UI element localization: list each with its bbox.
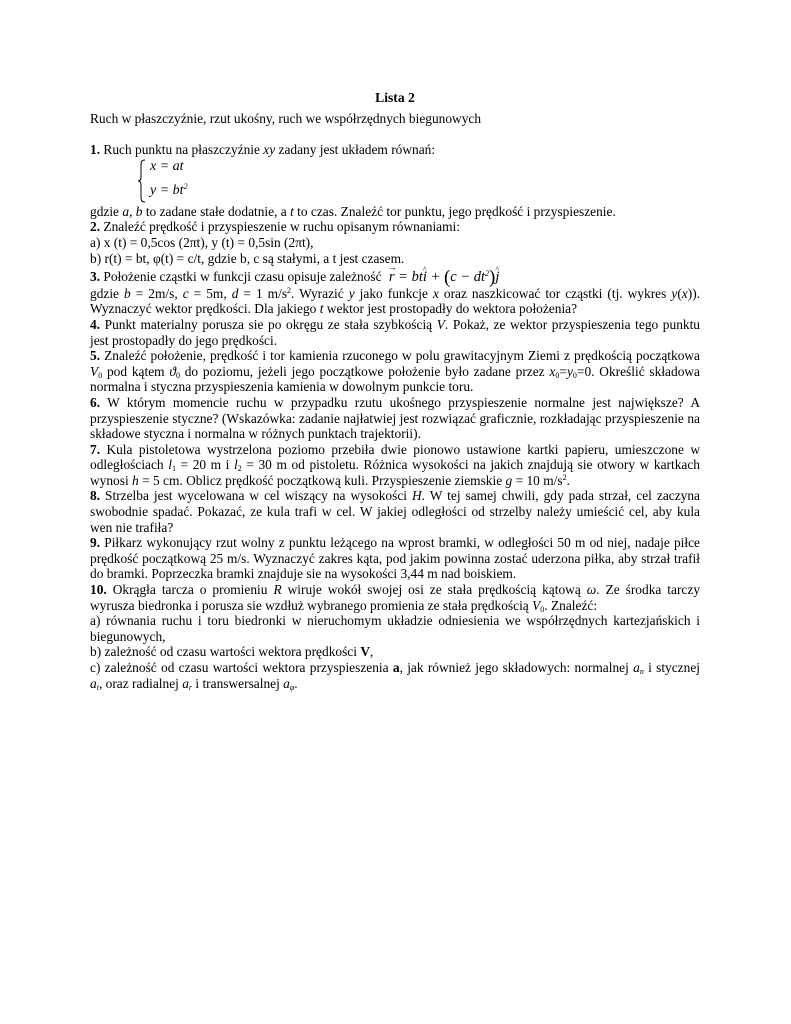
page-subtitle: Ruch w płaszczyźnie, rzut ukośny, ruch we współrzędnych biegunowych (90, 110, 482, 126)
problem-number: 7. (90, 441, 101, 457)
problem-number: 8. (90, 488, 101, 504)
problem-2: 2. Znaleźć prędkość i przyspieszenie w ruchu opisanym równaniami: (90, 219, 460, 235)
problem-1: 1. Ruch punktu na płaszczyźnie xy zadany jest układem równań: (90, 142, 436, 158)
problem-3: 3. Położenie cząstki w funkcji czasu opisuje zależność → r = bt^ $i + (c - dt^2)\^{}$ j (90, 269, 700, 286)
position-formula: → r = bt^ $i + (c - dt^2)\^{}$ j (389, 270, 500, 286)
equation-x: x = at (150, 158, 184, 174)
equation-y: $y = bt^2$ (150, 181, 188, 198)
document-page (90, 90, 700, 691)
problem-6: 6. W którym momencie ruchu w przypadku rzutu ukośnego przyspieszenie normalne jest największe? A przyspieszenie styczne? (Wskazówka: zadanie najłatwiej jest rozwiązać graficznie, rozkładając przyspieszenie na składowe styczna i normalna w różnych punktach trajektorii). (90, 394, 700, 442)
page-title: Lista 2 (375, 90, 415, 105)
problem-4: 4. Punkt materialny porusza sie po okręgu ze stała szybkością V. Pokaż, ze wektor przyspieszenia tego punktu jest prostopadły do jego prędkości. (90, 316, 700, 348)
problem-10: 10. Okrągła tarcza o promieniu R wiruje wokół swojej osi ze stała prędkością kątową ω. Ze środka tarczy wyrusza biedronka i porusza sie wzdłuż wybranego promienia ze stała prędkością $V_0$. Znaleźć: (90, 582, 701, 614)
problem-number: 1. (90, 142, 101, 158)
problem-2-b: b) r(t) = bt, φ(t) = c/t, gdzie b, c są stałymi, a t jest czasem. (90, 250, 405, 266)
curly-brace-icon (137, 159, 146, 203)
problem-number: 3. (90, 269, 101, 285)
problem-10-b: b) zależność od czasu wartości wektora prędkości V, (90, 644, 374, 660)
problem-number: 9. (90, 535, 101, 551)
problem-2-a: a) x (t) = 0,5cos (2πt), y (t) = 0,5sin (2πt), (90, 234, 314, 250)
problem-number: 5. (90, 348, 101, 364)
problem-10-a: a) równania ruchu i toru biedronki w nieruchomym układzie odniesienia we współrzędnych kartezjańskich i biegunowych, (90, 613, 700, 644)
problem-9: 9. Piłkarz wykonujący rzut wolny z punktu leżącego na wprost bramki, w odległości 50 m od niej, nadaje piłce prędkość początkową 25 m/s. Wyznaczyć zakres kąta, pod jakim powinna zostać uderzona piłka, aby strzał trafił do bramki. Poprzeczka bramki znajduje sie na wysokości 3,44 m nad boiskiem. (90, 535, 700, 582)
problem-number: 2. (90, 219, 101, 235)
problem-number: 10. (90, 582, 107, 598)
problem-7: 7. Kula pistoletowa wystrzelona poziomo przebiła dwie pionowo ustawione kartki papieru, umieszczone w odległościach $l_1 = 20$ m i $l_2 = 30$ m od pistoletu. Różnica wysokości na jakich znajdują sie otwory w kartkach wynosi h = 5 cm. Oblicz prędkość początkową kuli. Przyspieszenie ziemskie g = 10 $m/s^2$. (90, 441, 700, 488)
problem-5: 5. Znaleźć położenie, prędkość i tor kamienia rzuconego w polu grawitacyjnym Ziemi z prędkością początkowa $V_0$ pod kątem $ϑ_0$ do poziomu, jeżeli jego początkowe położenie było zadane przez $x_0=y_0=0$. Określić składowa normalna i styczna przyspieszenia kamienia w dowolnym punkcie toru. (90, 348, 700, 395)
problem-3-body: gdzie b = 2m/s, c = 5m, d = 1 $m/s^2$. Wyrazić y jako funkcje x oraz naszkicować tor cząstki (tj. wykres y(x)). Wyznaczyć wektor prędkości. Dla jakiego t wektor jest prostopadły do wektora położenia? (90, 285, 701, 317)
problem-number: 6. (90, 394, 101, 410)
problem-1-line-2: gdzie a, b to zadane stałe dodatnie, a t to czas. Znaleźć tor punktu, jego prędkość i przyspieszenie. (90, 203, 616, 219)
problem-10-c: c) zależność od czasu wartości wektora przyspieszenia a, jak również jego składowych: normalnej $a_n$ i stycznej $a_t$, oraz radialnej $a_r$ i transwersalnej $a_\varphi$. (90, 660, 700, 692)
problem-number: 4. (90, 316, 101, 332)
equation-system (90, 158, 700, 204)
problem-8: 8. Strzelba jest wycelowana w cel wiszący na wysokości H. W tej samej chwili, gdy pada strzał, cel zaczyna swobodnie spadać. Pokazać, ze kula trafi w cel. W jakiej odległości od strzelby należy umieścić cel, aby kula wen nie trafiła? (90, 488, 700, 535)
